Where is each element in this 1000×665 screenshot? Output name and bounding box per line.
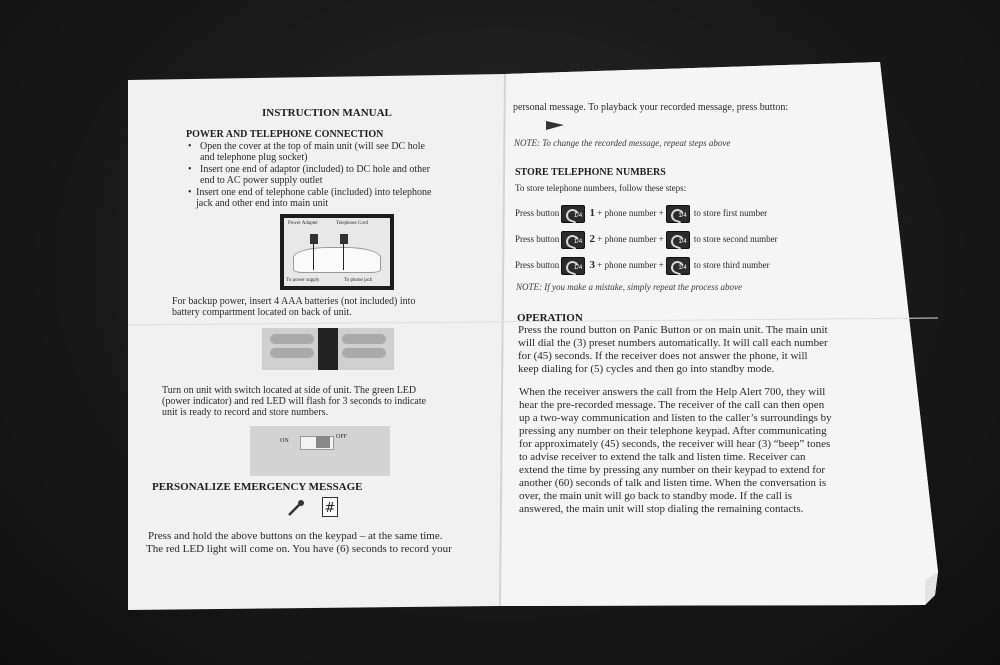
diagram-label-cord: Telephone Cord xyxy=(336,221,369,226)
backup-line: battery compartment located on back of unit. xyxy=(172,307,352,318)
receiver-line: hear the pre-recorded message. The receiver of the call can then open xyxy=(519,399,825,411)
bullet-line: Open the cover at the top of main unit (will see DC hole xyxy=(200,141,425,152)
operation-line: Press the round button on Panic Button or on main unit. The main unit xyxy=(518,324,828,336)
play-icon xyxy=(546,119,564,131)
receiver-line: extend the time by pressing any number on their keypad to extend for xyxy=(519,464,826,476)
hash-key-icon xyxy=(322,497,338,517)
receiver-line: to advise receiver to extend the talk and listen time. Receiver can xyxy=(519,451,806,463)
note-change-message: NOTE: To change the recorded message, repeat steps above xyxy=(514,138,731,148)
store-row-2: Press button 1/4 2 + phone number + 1/4 to store second number xyxy=(515,230,778,249)
press-hold-line: The red LED light will come on. You have (6) seconds to record your xyxy=(146,543,452,555)
personalize-heading: PERSONALIZE EMERGENCY MESSAGE xyxy=(152,481,363,493)
microphone-icon xyxy=(286,498,306,518)
turn-on-line: (power indicator) and red LED will flash for 3 seconds to indicate xyxy=(162,396,427,407)
manual-title: INSTRUCTION MANUAL xyxy=(262,107,392,119)
phone-key-icon: 1/4 xyxy=(666,205,690,223)
operation-line: for (45) seconds. If the receiver does not answer the phone, it will xyxy=(518,350,808,362)
personal-message-line: personal message. To playback your recorded message, press button: xyxy=(513,102,789,113)
bullet-line: end to AC power supply outlet xyxy=(200,175,323,186)
svg-text:#: # xyxy=(324,501,336,516)
bullet-line: and telephone plug socket) xyxy=(200,152,308,163)
note-mistake: NOTE: If you make a mistake, simply repeat the process above xyxy=(516,282,743,292)
store-heading: STORE TELEPHONE NUMBERS xyxy=(515,167,666,178)
operation-heading: OPERATION xyxy=(517,312,583,324)
phone-key-icon: 1/4 xyxy=(561,257,585,275)
receiver-line: When the receiver answers the call from the Help Alert 700, they will xyxy=(519,386,826,398)
receiver-line: another (60) seconds of talk and listen time. When the conversation is xyxy=(519,477,827,489)
phone-key-icon: 1/4 xyxy=(666,257,690,275)
power-heading: POWER AND TELEPHONE CONNECTION xyxy=(186,129,384,140)
diagram-label-adapter: Power Adapter xyxy=(288,221,318,226)
battery-photo xyxy=(262,328,394,370)
bullet-line: jack and other end into main unit xyxy=(196,198,329,209)
backup-line: For backup power, insert 4 AAA batteries (not included) into xyxy=(172,296,416,307)
turn-on-line: unit is ready to record and store numbers. xyxy=(162,407,329,418)
store-row-3: Press button 1/4 3 + phone number + 1/4 to store third number xyxy=(515,256,770,275)
connection-diagram xyxy=(280,214,394,290)
receiver-line: over, the main unit will go back to standby mode. If the call is xyxy=(519,490,792,502)
receiver-line: up a two-way communication and listen to the caller’s surroundings by xyxy=(519,412,832,424)
receiver-line: for approximately (45) seconds, the receiver will hear (3) “beep” tones xyxy=(519,438,831,450)
bullet-line: Insert one end of telephone cable (included) into telephone xyxy=(196,187,432,198)
bullet-line: Insert one end of adaptor (included) to DC hole and other xyxy=(200,164,430,175)
operation-line: will dial the (3) preset numbers automatically. It will call each number xyxy=(518,337,828,349)
switch-off-label: OFF xyxy=(336,434,348,440)
phone-key-icon: 1/4 xyxy=(561,231,585,249)
operation-line: keep dialing for (5) cycles and then go into standby mode. xyxy=(518,363,775,375)
phone-key-icon: 1/4 xyxy=(666,231,690,249)
press-hold-line: Press and hold the above buttons on the keypad – at the same time. xyxy=(148,530,443,542)
switch-photo xyxy=(250,426,390,476)
store-intro: To store telephone numbers, follow these steps: xyxy=(515,183,687,193)
switch-on-label: ON xyxy=(280,438,289,444)
diagram-label-jack: To phone jack xyxy=(344,278,373,283)
turn-on-line: Turn on unit with switch located at side of unit. The green LED xyxy=(162,385,417,396)
diagram-label-power: To power supply xyxy=(286,278,320,283)
receiver-line: pressing any number on their telephone keypad. After communicating xyxy=(519,425,827,437)
store-row-1: Press button 1/4 1 + phone number + 1/4 to store first number xyxy=(515,204,767,223)
receiver-line: answered, the main unit will stop dialing the remaining contacts. xyxy=(519,503,804,515)
phone-key-icon: 1/4 xyxy=(561,205,585,223)
